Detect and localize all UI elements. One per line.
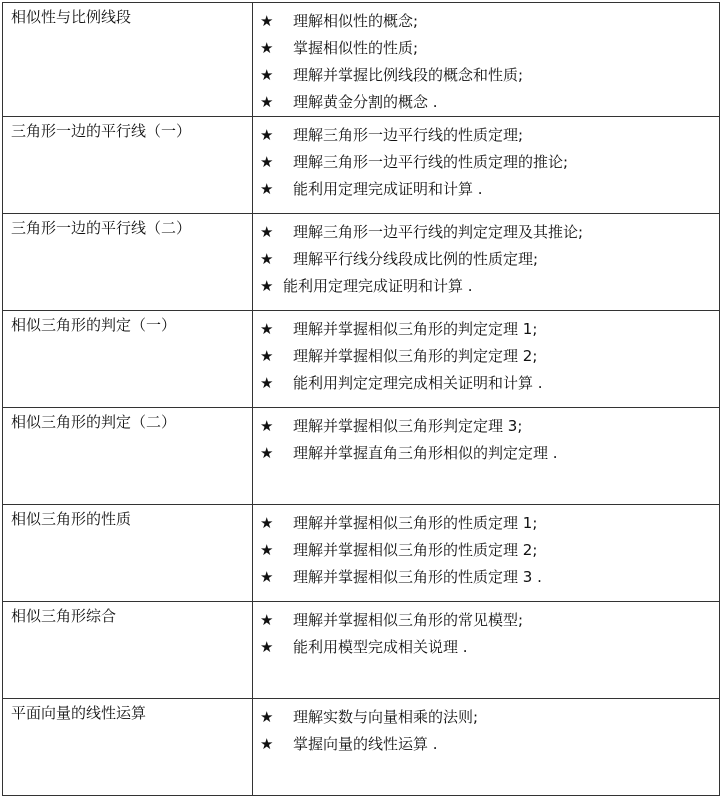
objectives-cell — [253, 505, 720, 602]
objective-text: 理解并掌握相似三角形的性质定理 2; — [293, 541, 538, 559]
topic-cell — [3, 408, 253, 505]
topic-title: 相似三角形综合 — [11, 607, 117, 625]
list-item — [260, 35, 719, 62]
objectives-cell — [253, 117, 720, 214]
topic-cell — [3, 602, 253, 699]
topic-cell — [3, 214, 253, 311]
objective-text: 理解并掌握相似三角形判定定理 3; — [293, 417, 523, 435]
topic-cell — [3, 311, 253, 408]
objective-text: 理解相似性的概念; — [293, 12, 419, 30]
star-bullet-icon: ★ — [260, 66, 274, 84]
topic-title: 三角形一边的平行线（二） — [11, 219, 192, 237]
list-item — [260, 176, 719, 203]
objectives-list — [253, 699, 719, 758]
list-item — [260, 343, 719, 370]
list-item — [260, 89, 719, 116]
star-bullet-icon: ★ — [260, 568, 274, 586]
topic-cell — [3, 3, 253, 117]
objective-text: 掌握向量的线性运算 . — [293, 735, 438, 753]
star-bullet-icon: ★ — [260, 611, 274, 629]
list-item — [260, 219, 719, 246]
list-item — [260, 370, 719, 397]
star-bullet-icon: ★ — [260, 93, 274, 111]
objective-text: 理解三角形一边平行线的性质定理; — [293, 126, 524, 144]
objective-text: 能利用定理完成证明和计算 . — [283, 277, 473, 295]
objectives-list — [253, 602, 719, 661]
list-item — [260, 316, 719, 343]
star-bullet-icon: ★ — [260, 180, 274, 198]
list-item — [260, 564, 719, 591]
topic-cell — [3, 699, 253, 796]
star-bullet-icon: ★ — [260, 223, 274, 241]
objective-text: 能利用定理完成证明和计算 . — [293, 180, 483, 198]
objective-text: 能利用模型完成相关说理 . — [293, 638, 468, 656]
list-item — [260, 149, 719, 176]
curriculum-table — [2, 2, 720, 796]
objective-text: 理解平行线分线段成比例的性质定理; — [293, 250, 539, 268]
list-item — [260, 634, 719, 661]
objectives-list — [253, 117, 719, 203]
table-row — [3, 602, 720, 699]
table-row — [3, 505, 720, 602]
list-item — [260, 440, 719, 467]
objective-text: 理解三角形一边平行线的判定定理及其推论; — [293, 223, 584, 241]
objective-text: 能利用判定定理完成相关证明和计算 . — [293, 374, 543, 392]
list-item — [260, 122, 719, 149]
star-bullet-icon: ★ — [260, 638, 274, 656]
list-item — [260, 8, 719, 35]
curriculum-table-body — [3, 3, 720, 796]
objectives-list — [253, 505, 719, 591]
objectives-cell — [253, 699, 720, 796]
objective-text: 理解并掌握相似三角形的判定定理 2; — [293, 347, 538, 365]
list-item — [260, 607, 719, 634]
star-bullet-icon: ★ — [260, 735, 274, 753]
topic-cell — [3, 117, 253, 214]
table-row — [3, 699, 720, 796]
star-bullet-icon: ★ — [260, 347, 274, 365]
table-row — [3, 214, 720, 311]
star-bullet-icon: ★ — [260, 320, 274, 338]
objectives-cell — [253, 311, 720, 408]
star-bullet-icon: ★ — [260, 417, 274, 435]
list-item — [260, 273, 719, 300]
objectives-cell — [253, 602, 720, 699]
topic-cell — [3, 505, 253, 602]
table-row — [3, 117, 720, 214]
objective-text: 理解三角形一边平行线的性质定理的推论; — [293, 153, 569, 171]
objectives-cell — [253, 214, 720, 311]
table-row — [3, 408, 720, 505]
star-bullet-icon: ★ — [260, 708, 274, 726]
star-bullet-icon: ★ — [260, 153, 274, 171]
list-item — [260, 537, 719, 564]
objectives-cell — [253, 408, 720, 505]
topic-title: 相似三角形的判定（一） — [11, 316, 177, 334]
list-item — [260, 731, 719, 758]
star-bullet-icon: ★ — [260, 514, 274, 532]
topic-title: 平面向量的线性运算 — [11, 704, 147, 722]
objective-text: 理解并掌握相似三角形的性质定理 3 . — [293, 568, 542, 586]
topic-title: 三角形一边的平行线（一） — [11, 122, 192, 140]
star-bullet-icon: ★ — [260, 250, 274, 268]
star-bullet-icon: ★ — [260, 277, 274, 295]
list-item — [260, 510, 719, 537]
objective-text: 掌握相似性的性质; — [293, 39, 419, 57]
curriculum-table-wrapper — [2, 2, 719, 796]
objectives-list — [253, 214, 719, 300]
objective-text: 理解并掌握相似三角形的判定定理 1; — [293, 320, 538, 338]
table-row — [3, 3, 720, 117]
objectives-list — [253, 408, 719, 467]
objective-text: 理解并掌握比例线段的概念和性质; — [293, 66, 524, 84]
star-bullet-icon: ★ — [260, 374, 274, 392]
table-row — [3, 311, 720, 408]
list-item — [260, 62, 719, 89]
topic-title: 相似三角形的判定（二） — [11, 413, 177, 431]
objective-text: 理解实数与向量相乘的法则; — [293, 708, 479, 726]
star-bullet-icon: ★ — [260, 39, 274, 57]
objective-text: 理解并掌握相似三角形的常见模型; — [293, 611, 524, 629]
list-item — [260, 246, 719, 273]
objectives-list — [253, 3, 719, 116]
topic-title: 相似三角形的性质 — [11, 510, 132, 528]
list-item — [260, 413, 719, 440]
objective-text: 理解黄金分割的概念 . — [293, 93, 438, 111]
star-bullet-icon: ★ — [260, 12, 274, 30]
objectives-cell — [253, 3, 720, 117]
star-bullet-icon: ★ — [260, 541, 274, 559]
topic-title: 相似性与比例线段 — [11, 8, 132, 26]
objective-text: 理解并掌握直角三角形相似的判定定理 . — [293, 444, 558, 462]
star-bullet-icon: ★ — [260, 444, 274, 462]
list-item — [260, 704, 719, 731]
objectives-list — [253, 311, 719, 397]
star-bullet-icon: ★ — [260, 126, 274, 144]
objective-text: 理解并掌握相似三角形的性质定理 1; — [293, 514, 538, 532]
